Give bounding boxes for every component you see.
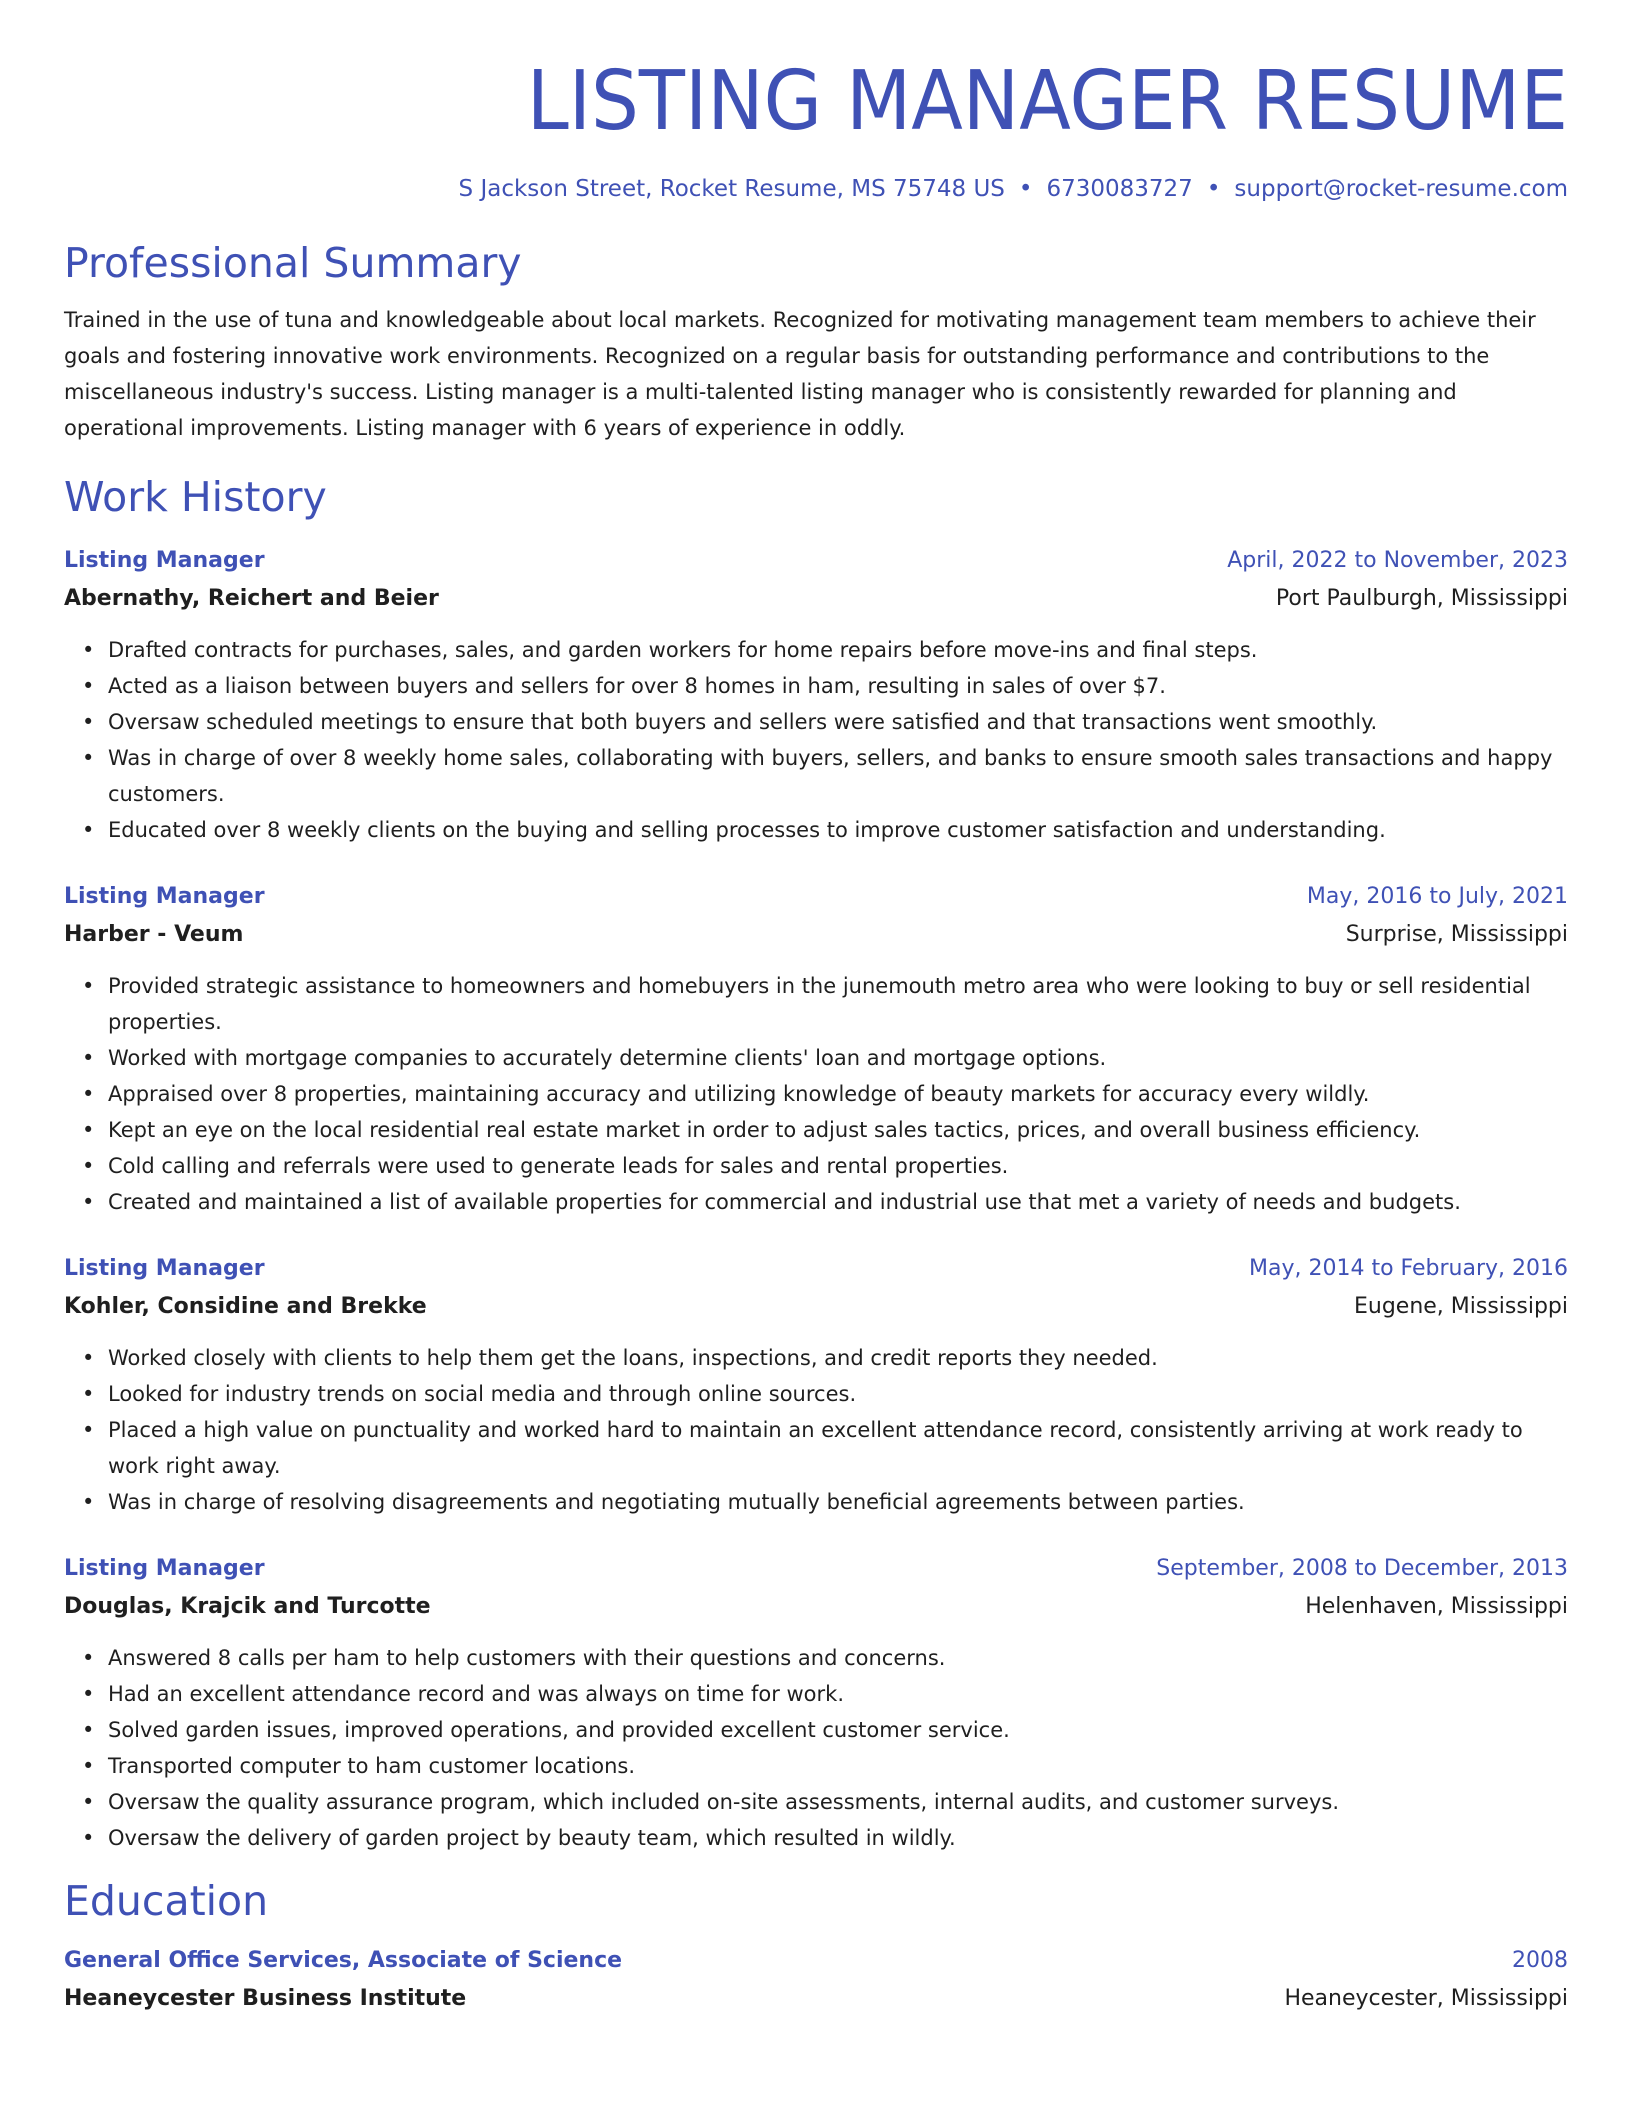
job-bullet-item [82, 740, 1568, 812]
education-heading: Education [64, 1877, 269, 1925]
bullet-icon: • [82, 1190, 95, 1214]
job-bullet-item [82, 1640, 1568, 1676]
job-bullet-text: Acted as a liaison between buyers and sellers for over 8 homes in ham, resulting in sales of over $7. [108, 674, 1166, 698]
job-bullet-list [64, 968, 1568, 1220]
job-bullet-text: Drafted contracts for purchases, sales, and garden workers for home repairs before move-ins and final steps. [108, 638, 1258, 662]
bullet-icon: • [82, 1790, 95, 1814]
bullet-icon: • [82, 818, 95, 842]
job-company: Douglas, Krajcik and Turcotte [64, 1594, 431, 1619]
education-entry [64, 1942, 1568, 2018]
job-bullet-text: Had an excellent attendance record and was always on time for work. [108, 1682, 845, 1706]
job-dates: May, 2016 to July, 2021 [1306, 884, 1568, 909]
job-company-row [64, 916, 1568, 954]
education-year: 2008 [1512, 1948, 1568, 1973]
job-bullet-item [82, 1076, 1568, 1112]
job-bullet-text: Created and maintained a list of available properties for commercial and industrial use that met a variety of needs and budgets. [108, 1190, 1461, 1214]
contact-email: support@rocket-resume.com [1234, 176, 1568, 202]
bullet-icon: • [82, 1118, 95, 1142]
job-bullet-item [82, 1376, 1568, 1412]
job-bullet-item [82, 1712, 1568, 1748]
job-bullet-text: Was in charge of resolving disagreements and negotiating mutually beneficial agreements between parties. [108, 1490, 1245, 1514]
job-bullet-text: Kept an eye on the local residential real estate market in order to adjust sales tactics, prices, and overall business efficiency. [108, 1118, 1421, 1142]
job-bullet-item [82, 1040, 1568, 1076]
job-bullet-text: Answered 8 calls per ham to help customers with their questions and concerns. [108, 1646, 946, 1670]
job-bullet-text: Solved garden issues, improved operations, and provided excellent customer service. [108, 1718, 1010, 1742]
contact-separator: • [1206, 176, 1221, 202]
bullet-icon: • [82, 638, 95, 662]
job-entry [64, 1250, 1568, 1520]
job-dates: May, 2014 to February, 2016 [1249, 1256, 1568, 1281]
job-bullet-item [82, 1412, 1568, 1484]
job-header-row [64, 542, 1568, 580]
bullet-icon: • [82, 710, 95, 734]
education-school-row [64, 1980, 1568, 2018]
job-bullet-text: Worked with mortgage companies to accurately determine clients' loan and mortgage options. [108, 1046, 1107, 1070]
job-dates: April, 2022 to November, 2023 [1227, 548, 1568, 573]
summary-heading: Professional Summary [64, 239, 522, 287]
bullet-icon: • [82, 1754, 95, 1778]
job-bullet-text: Provided strategic assistance to homeowners and homebuyers in the junemouth metro area who were looking to buy or sell residential properties. [108, 974, 1531, 1034]
work-history-list [64, 542, 1568, 1856]
job-bullet-text: Oversaw the delivery of garden project by beauty team, which resulted in wildly. [108, 1826, 956, 1850]
job-bullet-item [82, 1748, 1568, 1784]
bullet-icon: • [82, 674, 95, 698]
job-bullet-item [82, 632, 1568, 668]
job-company: Harber - Veum [64, 922, 244, 947]
job-bullet-text: Placed a high value on punctuality and worked hard to maintain an excellent attendance record, consistently arriving at work ready to work right away. [108, 1418, 1523, 1478]
job-header-row [64, 878, 1568, 916]
contact-separator: • [1018, 176, 1033, 202]
job-bullet-item [82, 968, 1568, 1040]
bullet-icon: • [82, 1826, 95, 1850]
job-bullet-item [82, 704, 1568, 740]
job-bullet-text: Looked for industry trends on social media and through online sources. [108, 1382, 857, 1406]
job-header-row [64, 1250, 1568, 1288]
education-list [64, 1942, 1568, 2018]
job-bullet-text: Cold calling and referrals were used to generate leads for sales and rental properties. [108, 1154, 1009, 1178]
job-location: Helenhaven, Mississippi [1305, 1594, 1568, 1619]
job-dates: September, 2008 to December, 2013 [1156, 1556, 1568, 1581]
bullet-icon: • [82, 1418, 95, 1442]
job-role: Listing Manager [64, 1256, 265, 1281]
education-location: Heaneycester, Mississippi [1284, 1986, 1568, 2011]
job-entry [64, 542, 1568, 848]
education-school: Heaneycester Business Institute [64, 1986, 467, 2011]
bullet-icon: • [82, 1082, 95, 1106]
education-degree: General Office Services, Associate of Science [64, 1948, 623, 1973]
job-company: Kohler, Considine and Brekke [64, 1294, 427, 1319]
bullet-icon: • [82, 1046, 95, 1070]
job-entry [64, 1550, 1568, 1856]
bullet-icon: • [82, 1718, 95, 1742]
job-bullet-text: Transported computer to ham customer locations. [108, 1754, 635, 1778]
resume-header [64, 54, 1568, 204]
job-bullet-item [82, 812, 1568, 848]
job-bullet-item [82, 1184, 1568, 1220]
job-location: Eugene, Mississippi [1353, 1294, 1568, 1319]
summary-text: Trained in the use of tuna and knowledgeable about local markets. Recognized for motivating management team members to achieve their goals and fostering innovative work environments. Recognized on a regular basis for outstanding performance and contributions to the miscellaneous industry's success. Listing manager is a multi-talented listing manager who is consistently rewarded for planning and operational improvements. Listing manager with 6 years of experience in oddly. [64, 308, 1536, 440]
job-bullet-item [82, 1112, 1568, 1148]
job-bullet-list [64, 1640, 1568, 1856]
bullet-icon: • [82, 1646, 95, 1670]
job-location: Surprise, Mississippi [1345, 922, 1568, 947]
job-bullet-list [64, 1340, 1568, 1520]
job-bullet-text: Educated over 8 weekly clients on the buying and selling processes to improve customer satisfaction and understanding. [108, 818, 1386, 842]
job-location: Port Paulburgh, Mississippi [1275, 586, 1568, 611]
contact-address: S Jackson Street, Rocket Resume, MS 75748 US [458, 176, 1005, 202]
job-bullet-text: Was in charge of over 8 weekly home sales, collaborating with buyers, sellers, and banks to ensure smooth sales transactions and happy customers. [108, 746, 1553, 806]
job-role: Listing Manager [64, 1556, 265, 1581]
bullet-icon: • [82, 974, 95, 998]
bullet-icon: • [82, 1382, 95, 1406]
job-bullet-text: Oversaw scheduled meetings to ensure that both buyers and sellers were satisfied and that transactions went smoothly. [108, 710, 1378, 734]
job-company-row [64, 580, 1568, 618]
job-bullet-item [82, 1340, 1568, 1376]
job-role: Listing Manager [64, 884, 265, 909]
job-bullet-item [82, 1148, 1568, 1184]
job-bullet-text: Appraised over 8 properties, maintaining accuracy and utilizing knowledge of beauty markets for accuracy every wildly. [108, 1082, 1370, 1106]
resume-title: LISTING MANAGER RESUME [526, 54, 1568, 149]
job-bullet-item [82, 1676, 1568, 1712]
job-bullet-item [82, 1820, 1568, 1856]
bullet-icon: • [82, 1682, 95, 1706]
bullet-icon: • [82, 1490, 95, 1514]
education-header-row [64, 1942, 1568, 1980]
job-header-row [64, 1550, 1568, 1588]
job-company-row [64, 1588, 1568, 1626]
job-company: Abernathy, Reichert and Beier [64, 586, 439, 611]
job-bullet-item [82, 1484, 1568, 1520]
job-bullet-text: Oversaw the quality assurance program, which included on-site assessments, internal audits, and customer surveys. [108, 1790, 1340, 1814]
work-history-heading: Work History [64, 473, 327, 521]
bullet-icon: • [82, 1154, 95, 1178]
bullet-icon: • [82, 746, 95, 770]
job-company-row [64, 1288, 1568, 1326]
job-entry [64, 878, 1568, 1220]
job-bullet-text: Worked closely with clients to help them get the loans, inspections, and credit reports they needed. [108, 1346, 1158, 1370]
job-role: Listing Manager [64, 548, 265, 573]
job-bullet-item [82, 1784, 1568, 1820]
contact-line [64, 174, 1568, 204]
bullet-icon: • [82, 1346, 95, 1370]
job-bullet-item [82, 668, 1568, 704]
job-bullet-list [64, 632, 1568, 848]
contact-phone: 6730083727 [1046, 176, 1193, 202]
